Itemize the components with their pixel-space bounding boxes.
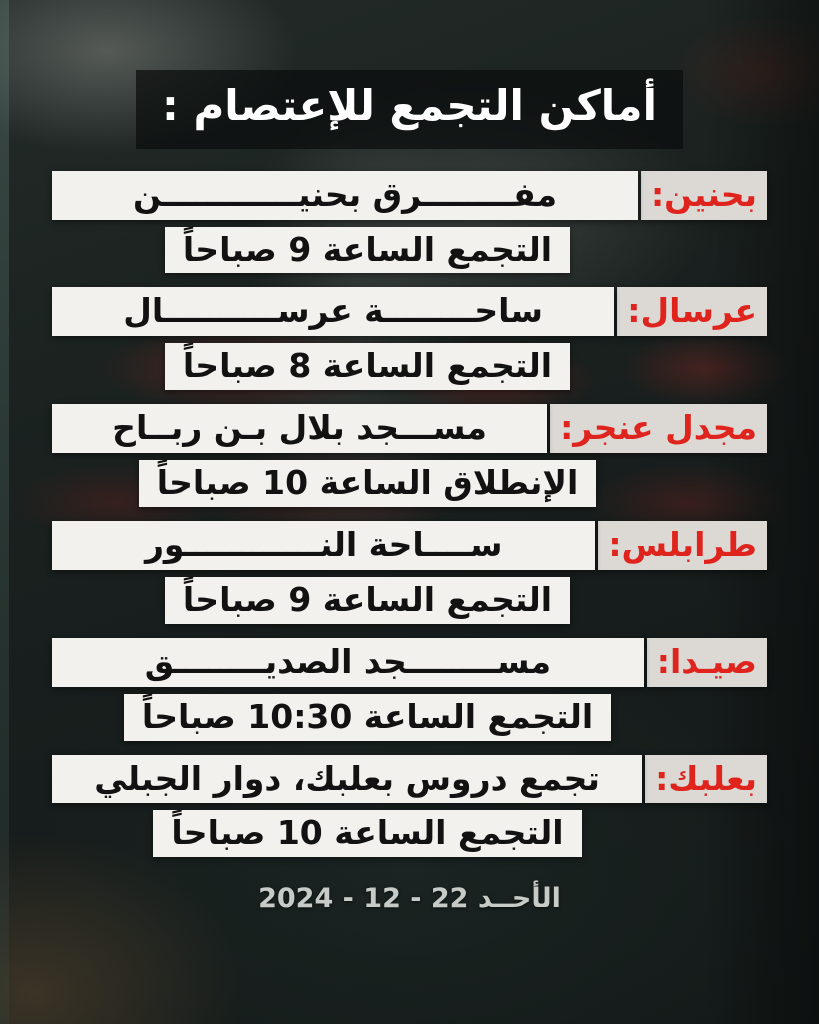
entry-location-line — [52, 638, 767, 687]
location-text: تجمع دروس بعلبك، دوار الجبلي — [52, 755, 642, 804]
city-label: طرابلس: — [598, 521, 767, 570]
location-text: ســــاحة النــــــــــــور — [52, 521, 595, 570]
city-label: بعلبك: — [645, 755, 767, 804]
time-text: التجمع الساعة 9 صباحاً — [165, 577, 570, 624]
entry-location-line — [52, 404, 767, 453]
entry-location-line — [52, 287, 767, 336]
city-label: بحنين: — [641, 171, 767, 220]
time-text: التجمع الساعة 10 صباحاً — [153, 810, 581, 857]
location-text: ساحــــــــة عرســــــــــال — [52, 287, 614, 336]
location-text: مســـجد بلال بـن ربــاح — [52, 404, 547, 453]
entry-location-line — [52, 171, 767, 220]
entry-location-line — [52, 755, 767, 804]
entry-location-line — [52, 521, 767, 570]
list-item-baalbek — [52, 755, 767, 858]
list-item-bhannine — [52, 171, 767, 274]
list-item-majdal-anjar — [52, 404, 767, 507]
city-label: صيـدا: — [647, 638, 767, 687]
poster-title: أماكن التجمع للإعتصام : — [136, 70, 683, 149]
time-text: التجمع الساعة 10:30 صباحاً — [124, 694, 611, 741]
gathering-locations-list — [0, 171, 819, 872]
event-date: الأحــد 22 - 12 - 2024 — [258, 883, 561, 915]
time-text: التجمع الساعة 9 صباحاً — [165, 227, 570, 274]
time-text: التجمع الساعة 8 صباحاً — [165, 343, 570, 390]
city-label: عرسال: — [617, 287, 767, 336]
city-label: مجدل عنجر: — [550, 404, 767, 453]
location-text: مفــــــــرق بحنيــــــــــــن — [52, 171, 638, 220]
list-item-arsal — [52, 287, 767, 390]
list-item-saida — [52, 638, 767, 741]
time-text: الإنطلاق الساعة 10 صباحاً — [139, 460, 597, 507]
list-item-tripoli — [52, 521, 767, 624]
location-text: مســــــــجد الصديــــــــق — [52, 638, 644, 687]
